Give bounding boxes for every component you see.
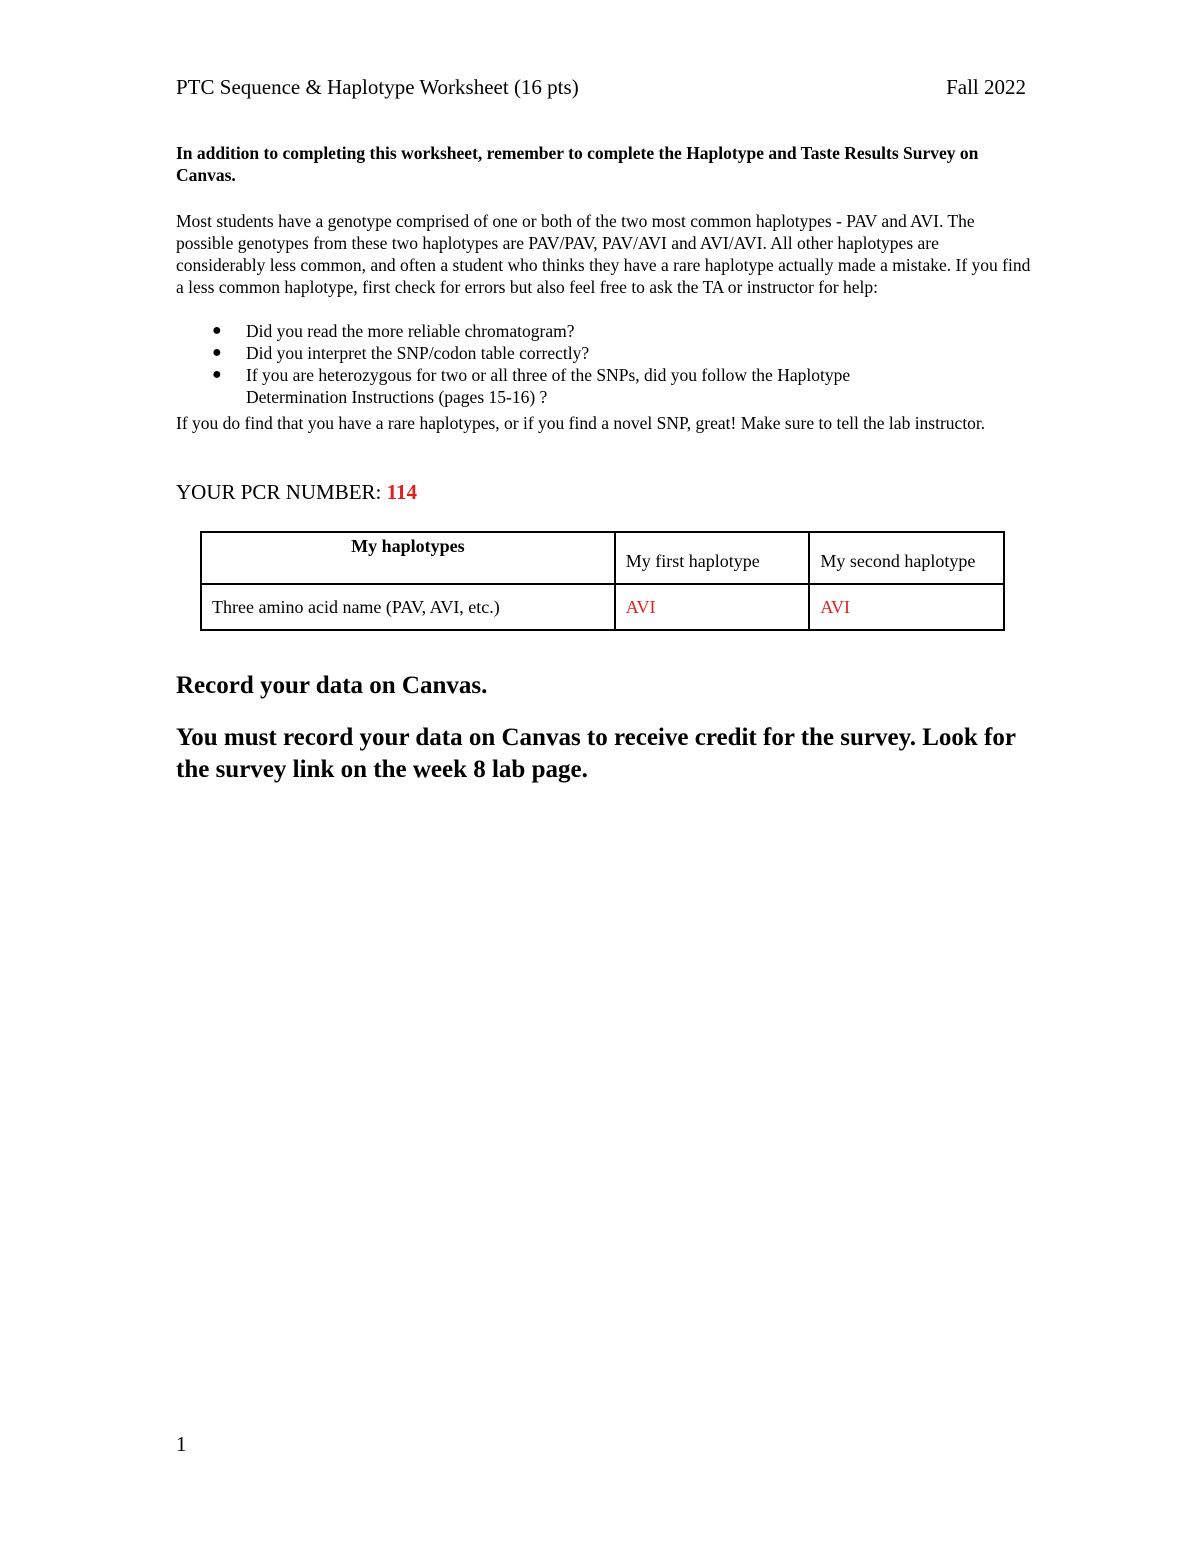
bullet-icon: ● [212, 344, 222, 361]
list-item [176, 342, 946, 364]
column-header-second-haplotype: My second haplotype [809, 532, 1004, 584]
record-heading: Record your data on Canvas. [176, 672, 488, 699]
haplotype-explanation: Most students have a genotype comprised of one or both of the two most common haplotypes - PAV and AVI. The possible genotypes from these two haplotypes are PAV/PAV, PAV/AVI and AVI/AVI. All other haplotypes are considerably less common, and often a student who thinks they have a rare haplotype actually made a mistake. If you find a less common haplotype, first check for errors but also feel free to ask the TA or instructor for help: [176, 211, 1031, 297]
pcr-number-line [176, 478, 417, 506]
row-label: Three amino acid name (PAV, AVI, etc.) [201, 584, 615, 630]
page-header [176, 72, 1026, 102]
worksheet-title: PTC Sequence & Haplotype Worksheet (16 pts) [176, 75, 579, 99]
list-item-text: Did you interpret the SNP/codon table correctly? [246, 343, 590, 363]
table-row [201, 584, 1004, 630]
bullet-icon: ● [212, 322, 222, 339]
list-item-text: Did you read the more reliable chromatogram? [246, 321, 575, 341]
bullet-icon: ● [212, 366, 222, 383]
pcr-number-label: YOUR PCR NUMBER: [176, 480, 387, 504]
column-header-my-haplotypes: My haplotypes [201, 532, 615, 584]
survey-reminder: In addition to completing this worksheet, remember to complete the Haplotype and Taste Results Survey on Canvas. [176, 143, 979, 185]
pcr-number-value: 114 [386, 480, 417, 504]
column-header-first-haplotype: My first haplotype [615, 532, 810, 584]
closing-note: If you do find that you have a rare haplotypes, or if you find a novel SNP, great! Make sure to tell the lab instructor. [176, 413, 986, 433]
table-header-row [201, 532, 1004, 584]
list-item [176, 364, 946, 408]
list-item-text: If you are heterozygous for two or all three of the SNPs, did you follow the Haplotype Determination Instructions (pages 15-16) ? [246, 365, 851, 407]
page-number: 1 [176, 1432, 187, 1456]
second-haplotype-value: AVI [809, 584, 1004, 630]
first-haplotype-value: AVI [615, 584, 810, 630]
record-instructions: You must record your data on Canvas to receive credit for the survey. Look for the survey link on the week 8 lab page. [176, 724, 1016, 783]
checklist [176, 320, 1031, 408]
haplotype-table [200, 531, 1005, 631]
term-label: Fall 2022 [946, 75, 1026, 99]
list-item [176, 320, 946, 342]
